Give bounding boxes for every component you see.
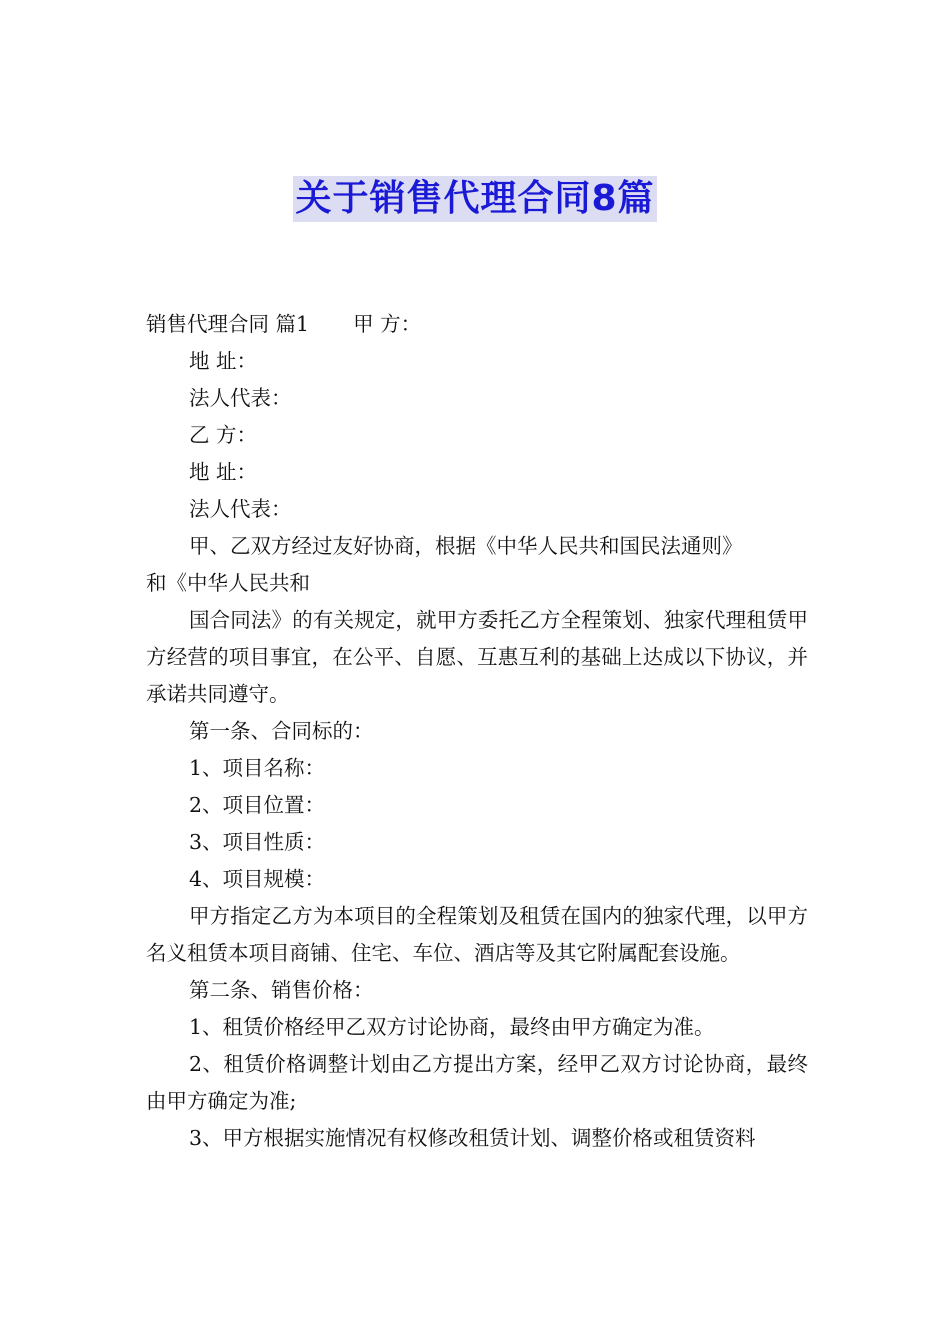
- section-heading: 销售代理合同 篇1: [146, 312, 310, 336]
- article-1-item-2: 2、项目位置：: [189, 793, 326, 817]
- document-body: [146, 306, 808, 1157]
- document-title: 关于销售代理合同8篇: [293, 176, 656, 222]
- address-a: 地 址：: [189, 349, 258, 373]
- title-container: [0, 176, 950, 222]
- paragraph-1-line-2: 和《中华人民共和: [146, 571, 310, 595]
- paragraph-3: 甲方指定乙方为本项目的全程策划及租赁在国内的独家代理，以甲方名义租赁本项目商铺、住宅、车位、酒店等及其它附属配套设施。: [146, 904, 808, 965]
- address-b: 地 址：: [189, 460, 258, 484]
- article-1-item-3: 3、项目性质：: [189, 830, 326, 854]
- legal-rep-b: 法人代表：: [189, 497, 292, 521]
- party-b-label: 乙 方：: [189, 423, 258, 447]
- article-2-item-2: 2、租赁价格调整计划由乙方提出方案，经甲乙双方讨论协商，最终由甲方确定为准;: [146, 1052, 808, 1113]
- paragraph-1-line-1: 甲、乙双方经过友好协商，根据《中华人民共和国民法通则》: [189, 534, 743, 558]
- article-2-item-3: 3、甲方根据实施情况有权修改租赁计划、调整价格或租赁资料: [189, 1126, 756, 1150]
- article-1-item-4: 4、项目规模：: [189, 867, 326, 891]
- paragraph-2: 国合同法》的有关规定，就甲方委托乙方全程策划、独家代理租赁甲方经营的项目事宜，在公平、自愿、互惠互利的基础上达成以下协议，并承诺共同遵守。: [146, 608, 808, 706]
- party-a-label: 甲 方：: [353, 312, 422, 336]
- article-2-heading: 第二条、销售价格：: [189, 978, 374, 1002]
- article-1-heading: 第一条、合同标的：: [189, 719, 374, 743]
- article-1-item-1: 1、项目名称：: [189, 756, 326, 780]
- heading-line: [146, 306, 808, 343]
- legal-rep-a: 法人代表：: [189, 386, 292, 410]
- article-2-item-1: 1、租赁价格经甲乙双方讨论协商，最终由甲方确定为准。: [189, 1015, 715, 1039]
